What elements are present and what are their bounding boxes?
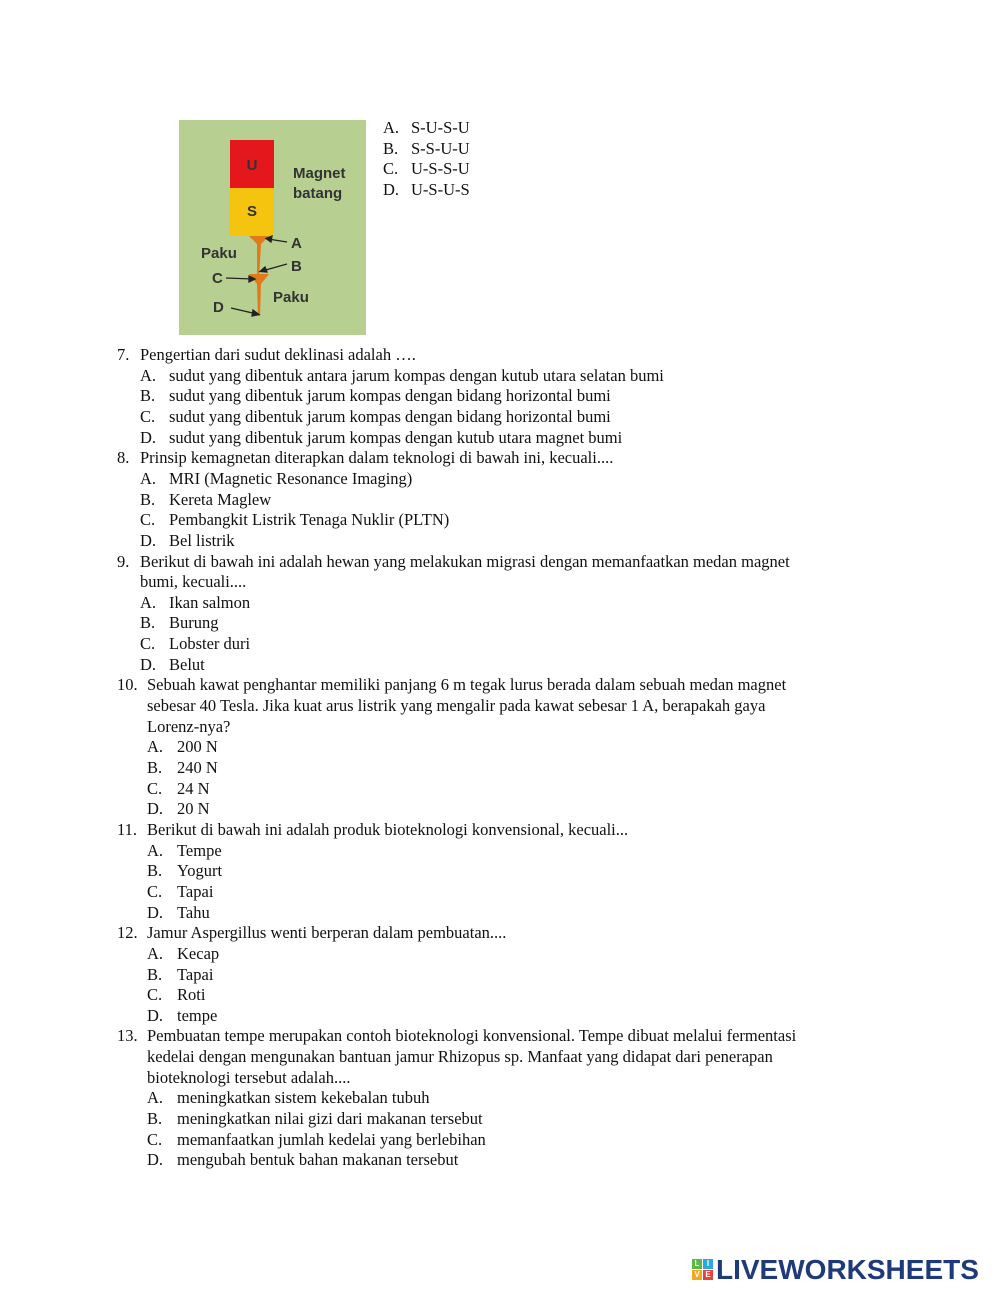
option-label: D. — [147, 1150, 164, 1170]
option-label: A. — [140, 365, 157, 385]
question-9-option-c[interactable] — [140, 634, 250, 654]
question-13-option-d[interactable] — [147, 1150, 458, 1170]
question-text: Prinsip kemagnetan diterapkan dalam teknologi di bawah ini, kecuali.... — [140, 448, 614, 468]
question-number: 12. — [117, 923, 138, 943]
question-12-option-d[interactable] — [147, 1006, 217, 1026]
q6-option-d[interactable] — [383, 180, 470, 200]
magnet-label-2: batang — [293, 185, 343, 202]
question-9-option-b[interactable] — [140, 613, 219, 633]
option-label: D. — [147, 799, 164, 819]
nail-label-1: Paku — [201, 245, 237, 262]
option-label: A. — [383, 118, 400, 137]
option-text: Burung — [169, 613, 219, 633]
nail-label-2: Paku — [273, 289, 309, 306]
option-text: MRI (Magnetic Resonance Imaging) — [169, 468, 413, 488]
q6-option-b[interactable] — [383, 139, 470, 159]
option-text: Roti — [177, 985, 206, 1005]
option-label: D. — [147, 902, 164, 922]
question-number: 13. — [117, 1026, 138, 1046]
option-text: 200 N — [177, 737, 218, 757]
question-11-option-c[interactable] — [147, 882, 213, 902]
option-label: A. — [140, 592, 157, 612]
option-text: Yogurt — [177, 861, 223, 881]
logo-mark-letter: I — [703, 1259, 713, 1269]
option-label: B. — [147, 964, 163, 984]
question-9-stem-line — [117, 552, 790, 572]
option-text: sudut yang dibentuk antara jarum kompas dengan kutub utara selatan bumi — [169, 365, 664, 385]
question-9-option-a[interactable] — [140, 593, 250, 613]
magnet-label-1: Magnet — [293, 165, 346, 182]
option-text: S-U-S-U — [411, 118, 470, 137]
option-label: B. — [140, 489, 156, 509]
option-label: A. — [147, 840, 164, 860]
question-7-option-d[interactable] — [140, 428, 622, 448]
option-text: Pembangkit Listrik Tenaga Nuklir (PLTN) — [169, 510, 450, 530]
point-a-label: A — [291, 235, 302, 252]
question-text: kedelai dengan mengunakan bantuan jamur Rhizopus sp. Manfaat yang didapat dari penerapan — [147, 1047, 773, 1067]
q6-option-a[interactable] — [383, 118, 470, 138]
question-8-option-b[interactable] — [140, 490, 271, 510]
question-10-option-d[interactable] — [147, 799, 210, 819]
question-8-option-a[interactable] — [140, 469, 412, 489]
question-12-option-c[interactable] — [147, 985, 205, 1005]
option-text: Tahu — [177, 902, 210, 922]
option-label: B. — [147, 1109, 163, 1129]
logo-mark-icon — [692, 1259, 714, 1281]
option-text: Kereta Maglew — [169, 489, 272, 509]
question-13-stem-line — [117, 1026, 796, 1046]
option-label: B. — [383, 139, 399, 158]
option-text: U-S-U-S — [411, 180, 470, 199]
option-text: Ikan salmon — [169, 592, 251, 612]
question-11-option-d[interactable] — [147, 903, 210, 923]
pole-bottom-label: S — [246, 203, 258, 220]
option-label: C. — [140, 510, 156, 530]
liveworksheets-logo — [692, 1255, 979, 1285]
question-number: 11. — [117, 819, 138, 839]
option-text: sudut yang dibentuk jarum kompas dengan bidang horizontal bumi — [169, 406, 611, 426]
option-text: Tapai — [177, 881, 214, 901]
option-label: C. — [147, 985, 163, 1005]
option-text: meningkatkan nilai gizi dari makanan tersebut — [177, 1109, 483, 1129]
option-text: U-S-S-U — [411, 159, 470, 178]
question-11-option-a[interactable] — [147, 841, 222, 861]
option-text: 20 N — [177, 799, 210, 819]
question-10-option-a[interactable] — [147, 737, 218, 757]
option-text: Tempe — [177, 840, 222, 860]
logo-mark-letter: L — [692, 1259, 702, 1269]
logo-mark-letter: V — [692, 1270, 702, 1280]
option-text: tempe — [177, 1005, 218, 1025]
option-label: A. — [147, 1088, 164, 1108]
option-label: C. — [147, 881, 163, 901]
magnet-figure — [179, 120, 366, 335]
pole-top-label: U — [246, 157, 258, 174]
question-text: Pengertian dari sudut deklinasi adalah …. — [140, 345, 416, 364]
question-text: Pembuatan tempe merupakan contoh bioteknologi konvensional. Tempe dibuat melalui fermentasi — [147, 1026, 797, 1046]
question-8-option-c[interactable] — [140, 510, 449, 530]
option-text: S-S-U-U — [411, 139, 470, 158]
point-c-label: C — [212, 270, 223, 287]
question-7-option-b[interactable] — [140, 386, 611, 406]
question-9-stem-line — [140, 572, 246, 592]
option-label: A. — [140, 468, 157, 488]
logo-mark-letter: E — [703, 1270, 713, 1280]
option-text: Kecap — [177, 943, 220, 963]
question-11-stem-line — [117, 820, 628, 840]
question-number: 9. — [117, 551, 130, 571]
option-label: A. — [147, 943, 164, 963]
option-text: sudut yang dibentuk jarum kompas dengan kutub utara magnet bumi — [169, 427, 623, 447]
option-label: C. — [147, 778, 163, 798]
question-number: 8. — [117, 448, 130, 468]
question-7-stem-line — [117, 345, 416, 365]
option-label: D. — [147, 1005, 164, 1025]
option-text: Bel listrik — [169, 530, 235, 550]
option-label: B. — [147, 758, 163, 777]
option-label: B. — [140, 386, 156, 406]
option-text: 24 N — [177, 778, 210, 798]
option-text: meningkatkan sistem kekebalan tubuh — [177, 1088, 430, 1108]
option-text: Lobster duri — [169, 634, 251, 654]
option-label: B. — [147, 861, 163, 881]
option-label: C. — [140, 634, 156, 654]
option-label: C. — [140, 406, 156, 426]
question-10-stem-line — [147, 717, 230, 737]
question-8-option-d[interactable] — [140, 531, 235, 551]
question-13-option-b[interactable] — [147, 1109, 483, 1129]
option-label: C. — [383, 159, 399, 178]
question-13-option-a[interactable] — [147, 1088, 429, 1108]
nail-1 — [249, 236, 269, 280]
question-10-option-b[interactable] — [147, 758, 218, 778]
question-10-option-c[interactable] — [147, 779, 210, 799]
question-12-option-a[interactable] — [147, 944, 219, 964]
question-text: sebesar 40 Tesla. Jika kuat arus listrik yang mengalir pada kawat sebesar 1 A, berapakah gaya — [147, 696, 766, 716]
question-number: 7. — [117, 345, 130, 364]
question-13-option-c[interactable] — [147, 1130, 486, 1150]
option-text: Tapai — [177, 964, 214, 984]
question-10-stem-line — [117, 675, 786, 695]
option-text: Belut — [169, 654, 205, 674]
option-text: memanfaatkan jumlah kedelai yang berlebihan — [177, 1129, 486, 1149]
option-label: D. — [140, 654, 157, 674]
logo-text: LIVEWORKSHEETS — [716, 1254, 979, 1285]
option-label: A. — [147, 737, 164, 757]
option-label: D. — [140, 530, 157, 550]
question-8-stem-line — [117, 448, 613, 468]
point-b-label: B — [291, 258, 302, 275]
question-13-stem-line — [147, 1047, 773, 1067]
point-d-label: D — [213, 299, 224, 316]
q6-option-c[interactable] — [383, 159, 470, 179]
question-text: bioteknologi tersebut adalah.... — [147, 1067, 351, 1087]
question-10-stem-line — [147, 696, 765, 716]
question-text: Lorenz-nya? — [147, 716, 231, 736]
question-7-option-c[interactable] — [140, 407, 611, 427]
option-label: D. — [383, 180, 400, 199]
option-label: B. — [140, 613, 156, 633]
question-9-option-d[interactable] — [140, 655, 205, 675]
question-7-option-a[interactable] — [140, 366, 664, 386]
question-text: Sebuah kawat penghantar memiliki panjang 6 m tegak lurus berada dalam sebuah medan magnet — [147, 675, 787, 695]
question-12-option-b[interactable] — [147, 965, 213, 985]
question-13-stem-line — [147, 1068, 350, 1088]
option-text: sudut yang dibentuk jarum kompas dengan bidang horizontal bumi — [169, 386, 611, 406]
magnet-diagram — [179, 120, 366, 335]
option-text: 240 N — [177, 758, 218, 777]
question-text: Berikut di bawah ini adalah hewan yang melakukan migrasi dengan memanfaatkan medan magnet — [140, 551, 790, 571]
option-label: C. — [147, 1129, 163, 1149]
option-text: mengubah bentuk bahan makanan tersebut — [177, 1150, 459, 1170]
question-11-option-b[interactable] — [147, 861, 222, 881]
question-text: Jamur Aspergillus wenti berperan dalam pembuatan.... — [147, 923, 507, 943]
question-text: Berikut di bawah ini adalah produk bioteknologi konvensional, kecuali... — [147, 819, 629, 839]
question-number: 10. — [117, 675, 138, 695]
question-text: bumi, kecuali.... — [140, 572, 247, 592]
option-label: D. — [140, 427, 157, 447]
question-12-stem-line — [117, 923, 506, 943]
